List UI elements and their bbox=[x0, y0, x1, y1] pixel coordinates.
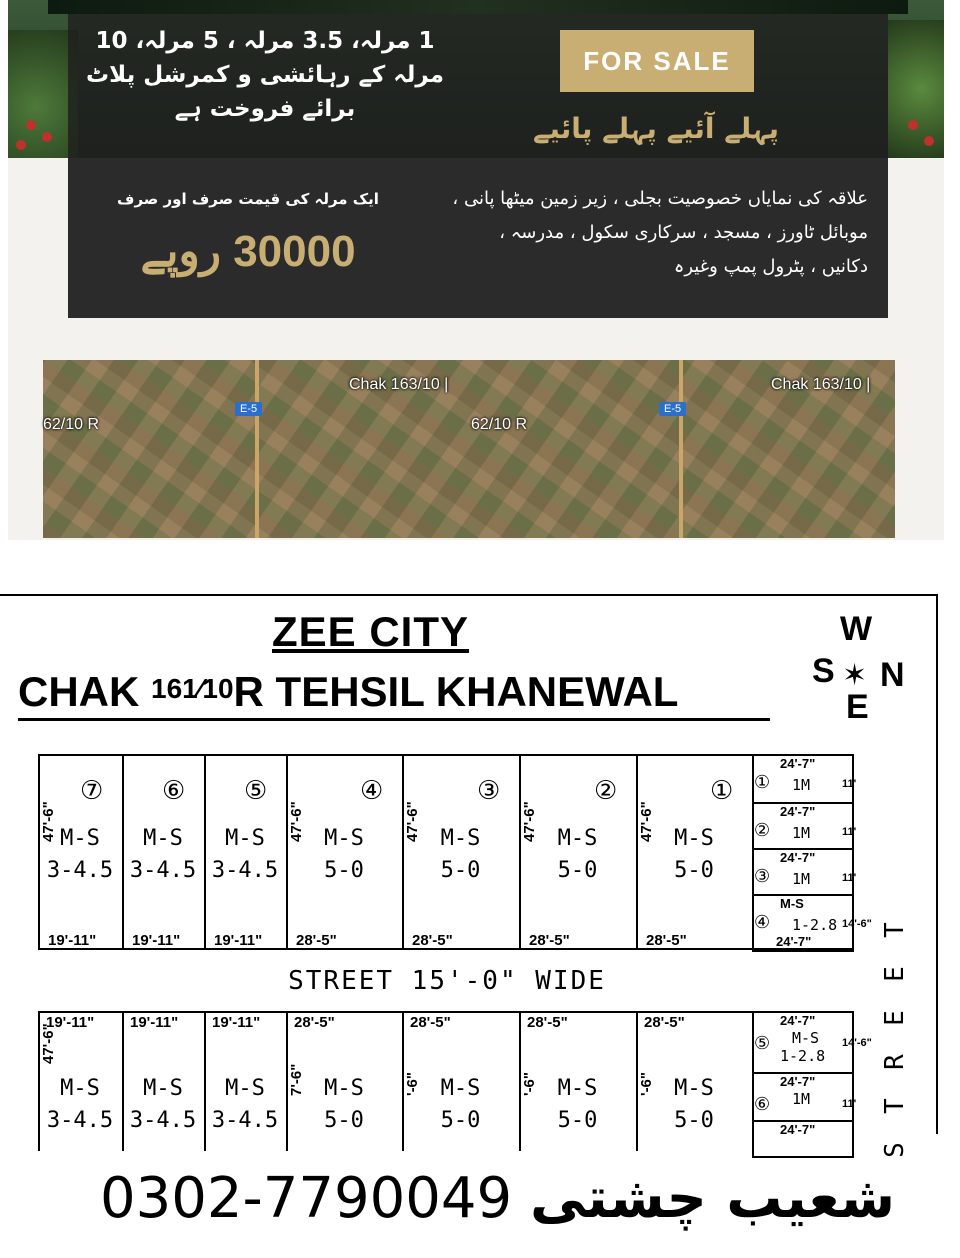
flower-decoration bbox=[42, 132, 52, 142]
small-plot-number: ① bbox=[754, 772, 771, 793]
small-plot-code: M-S bbox=[792, 1029, 820, 1047]
small-plot-number: ③ bbox=[754, 866, 771, 887]
side-street-letter: R bbox=[880, 1054, 910, 1070]
plot-code: M-S bbox=[324, 1076, 364, 1101]
highway-road bbox=[255, 360, 259, 538]
plot-depth-dim: 47'-6" bbox=[40, 1023, 57, 1064]
small-plot-code: 1M bbox=[792, 1090, 811, 1108]
plot-number: ⑥ bbox=[162, 776, 186, 806]
plot-number: ⑤ bbox=[244, 776, 268, 806]
highway-shield: E-5 bbox=[659, 402, 686, 416]
site-plan bbox=[0, 594, 938, 1158]
map-label: Chak 163/10 | bbox=[349, 376, 449, 393]
plot-width-dim: 28'-5" bbox=[529, 932, 570, 949]
small-plot-code: 1M bbox=[792, 776, 811, 794]
contact-name: شعیب چشتی bbox=[529, 1166, 896, 1231]
small-plot-top-dim: 24'-7" bbox=[780, 850, 816, 865]
side-street-letter: T bbox=[880, 1098, 910, 1114]
plot-code: M-S bbox=[60, 1076, 100, 1101]
small-plot-side-dim: 11' bbox=[842, 872, 857, 884]
plot-width-dim: 28'-5" bbox=[410, 1014, 451, 1031]
plot-width-dim: 28'-5" bbox=[644, 1014, 685, 1031]
hero-night-lights bbox=[48, 0, 908, 14]
street-label: STREET 15'-0" WIDE bbox=[288, 966, 606, 996]
plot-code: 5-0 bbox=[324, 1108, 364, 1133]
plot-depth-dim: '-6" bbox=[521, 1071, 538, 1096]
plot-width-dim: 19'-11" bbox=[214, 932, 263, 949]
plot-code: M-S bbox=[225, 826, 265, 851]
small-plot-top-dim: 24'-7" bbox=[780, 756, 816, 771]
plot-depth-dim: 47'-6" bbox=[404, 801, 421, 842]
plot-code: M-S bbox=[60, 826, 100, 851]
small-plot-number: ⑥ bbox=[754, 1094, 771, 1115]
side-street-label bbox=[880, 908, 910, 1172]
plot-code: 5-0 bbox=[440, 858, 481, 883]
small-plot-side-dim: 11' bbox=[842, 778, 857, 790]
plot-code: 5-0 bbox=[674, 858, 714, 883]
plot-code: M-S bbox=[557, 826, 598, 851]
plot-code: M-S bbox=[143, 826, 183, 851]
plot-code: 3-4.5 bbox=[129, 858, 197, 883]
map-label: 62/10 R bbox=[43, 416, 100, 433]
plot-width-dim: 28'-5" bbox=[296, 932, 337, 949]
first-come-slogan: پہلے آئیے پہلے پائیے bbox=[532, 112, 780, 145]
side-street-letter: S bbox=[880, 1142, 910, 1158]
plot-code: 3-4.5 bbox=[211, 858, 279, 883]
small-plot-top-dim: 24'-7" bbox=[780, 1013, 816, 1028]
plot-number: ② bbox=[594, 776, 618, 806]
contact-phone: 0302-7790049 bbox=[100, 1166, 513, 1231]
sale-poster bbox=[8, 0, 944, 540]
chak-suffix: R TEHSIL KHANEWAL bbox=[233, 668, 679, 715]
small-plot-top-dim: 24'-7" bbox=[780, 804, 816, 819]
plot-code: M-S bbox=[674, 826, 714, 851]
plot-code: M-S bbox=[143, 1076, 183, 1101]
plot-width-dim: 28'-5" bbox=[646, 932, 687, 949]
small-plot-side-dim: 11' bbox=[842, 826, 857, 838]
plot-width-dim: 19'-11" bbox=[130, 1014, 179, 1031]
plot-width-dim: 19'-11" bbox=[132, 932, 181, 949]
small-plot-code: 1M bbox=[792, 824, 811, 842]
plot-width-dim: 19'-11" bbox=[46, 1014, 95, 1031]
plot-number: ④ bbox=[360, 776, 384, 806]
small-plot-code: 1-2.8 bbox=[792, 916, 838, 934]
plot-code: 5-0 bbox=[557, 1108, 598, 1133]
satellite-map bbox=[43, 360, 895, 538]
small-plot-side-dim: 14'-6" bbox=[842, 918, 872, 930]
plot-code: 5-0 bbox=[674, 1108, 714, 1133]
flower-decoration bbox=[908, 120, 918, 130]
plot-depth-dim: 47'-6" bbox=[40, 801, 57, 842]
plot-number: ⑦ bbox=[80, 776, 104, 806]
plot-depth-dim: 47'-6" bbox=[638, 801, 655, 842]
contact-line bbox=[100, 1166, 896, 1231]
plot-code: 3-4.5 bbox=[129, 1108, 197, 1133]
chak-fraction: 161⁄10 bbox=[151, 673, 234, 704]
plot-width-dim: 19'-11" bbox=[212, 1014, 261, 1031]
plot-code: 3-4.5 bbox=[211, 1108, 279, 1133]
plot-depth-dim: 7'-6" bbox=[288, 1063, 305, 1096]
price-value: 30000 روپے bbox=[140, 227, 356, 276]
plot-code: M-S bbox=[225, 1076, 265, 1101]
plot-code: M-S bbox=[440, 1076, 481, 1101]
plot-code: M-S bbox=[440, 826, 481, 851]
compass-north: N bbox=[880, 656, 905, 694]
price-label: ایک مرلہ کی قیمت صرف اور صرف bbox=[117, 190, 379, 208]
side-street-letter: E bbox=[880, 1010, 910, 1026]
flower-decoration bbox=[16, 140, 26, 150]
small-plot-number: ⑤ bbox=[754, 1033, 771, 1054]
small-plot-top-dim: M-S bbox=[780, 896, 804, 911]
small-plot-side-dim: 14'-6" bbox=[842, 1037, 872, 1049]
small-plot-side-dim: 11' bbox=[842, 1098, 857, 1110]
chak-prefix: CHAK bbox=[18, 668, 151, 715]
plot-code: 3-4.5 bbox=[46, 858, 114, 883]
plot-depth-dim: 47'-6" bbox=[521, 801, 538, 842]
small-plot-number: ② bbox=[754, 820, 771, 841]
plot-width-dim: 28'-5" bbox=[412, 932, 453, 949]
compass-west: W bbox=[840, 610, 873, 648]
plot-code: 5-0 bbox=[440, 1108, 481, 1133]
plot-depth-dim: 47'-6" bbox=[288, 801, 305, 842]
small-plot-top-dim: 24'-7" bbox=[780, 1074, 816, 1089]
plot-code: M-S bbox=[557, 1076, 598, 1101]
small-plot-bottom-dim: 24'-7" bbox=[776, 934, 812, 949]
plot-number: ③ bbox=[477, 776, 501, 806]
small-plot-code: 1-2.8 bbox=[780, 1047, 826, 1065]
flower-decoration bbox=[924, 136, 934, 146]
plot-code: 3-4.5 bbox=[46, 1108, 114, 1133]
small-plot-number: ④ bbox=[754, 912, 771, 933]
highway-road bbox=[679, 360, 683, 538]
hero-grass-right bbox=[888, 20, 944, 158]
plot-width-dim: 19'-11" bbox=[48, 932, 97, 949]
map-label: Chak 163/10 | bbox=[771, 376, 871, 393]
plot-sizes-text: 1 مرلہ، 3.5 مرلہ ، 5 مرلہ، 10 مرلہ کے رہائشی و کمرشل پلاٹ برائے فروخت ہے bbox=[86, 28, 444, 122]
plot-width-dim: 28'-5" bbox=[294, 1014, 335, 1031]
plot-depth-dim: '-6" bbox=[638, 1071, 655, 1096]
side-street-letter: T bbox=[880, 922, 910, 938]
features-text: علاقہ کی نمایاں خصوصیت بجلی ، زیر زمین میٹھا پانی ، موبائل ٹاورز ، مسجد ، سرکاری سکول ، مدرسہ ، دکانیں ، پٹرول پمپ وغیرہ bbox=[452, 188, 868, 277]
compass-east: E bbox=[846, 688, 869, 726]
map-label: 62/10 R bbox=[471, 416, 528, 433]
plot-code: M-S bbox=[674, 1076, 714, 1101]
plot-width-dim: 28'-5" bbox=[527, 1014, 568, 1031]
small-plot-top-dim: 24'-7" bbox=[780, 1122, 816, 1137]
flower-decoration bbox=[26, 120, 36, 130]
plot-number: ① bbox=[710, 776, 734, 806]
plot-code: 5-0 bbox=[324, 858, 364, 883]
compass-south: S bbox=[812, 652, 835, 690]
plot-depth-dim: '-6" bbox=[404, 1071, 421, 1096]
for-sale-badge: FOR SALE bbox=[560, 30, 754, 92]
plan-subtitle bbox=[18, 668, 770, 721]
plot-code: M-S bbox=[324, 826, 364, 851]
highway-shield: E-5 bbox=[235, 402, 262, 416]
side-street-letter: E bbox=[880, 966, 910, 982]
small-plot-code: 1M bbox=[792, 870, 811, 888]
plan-title: ZEE CITY bbox=[272, 608, 470, 655]
compass-star-icon: ✶ bbox=[842, 658, 868, 693]
plot-code: 5-0 bbox=[557, 858, 598, 883]
